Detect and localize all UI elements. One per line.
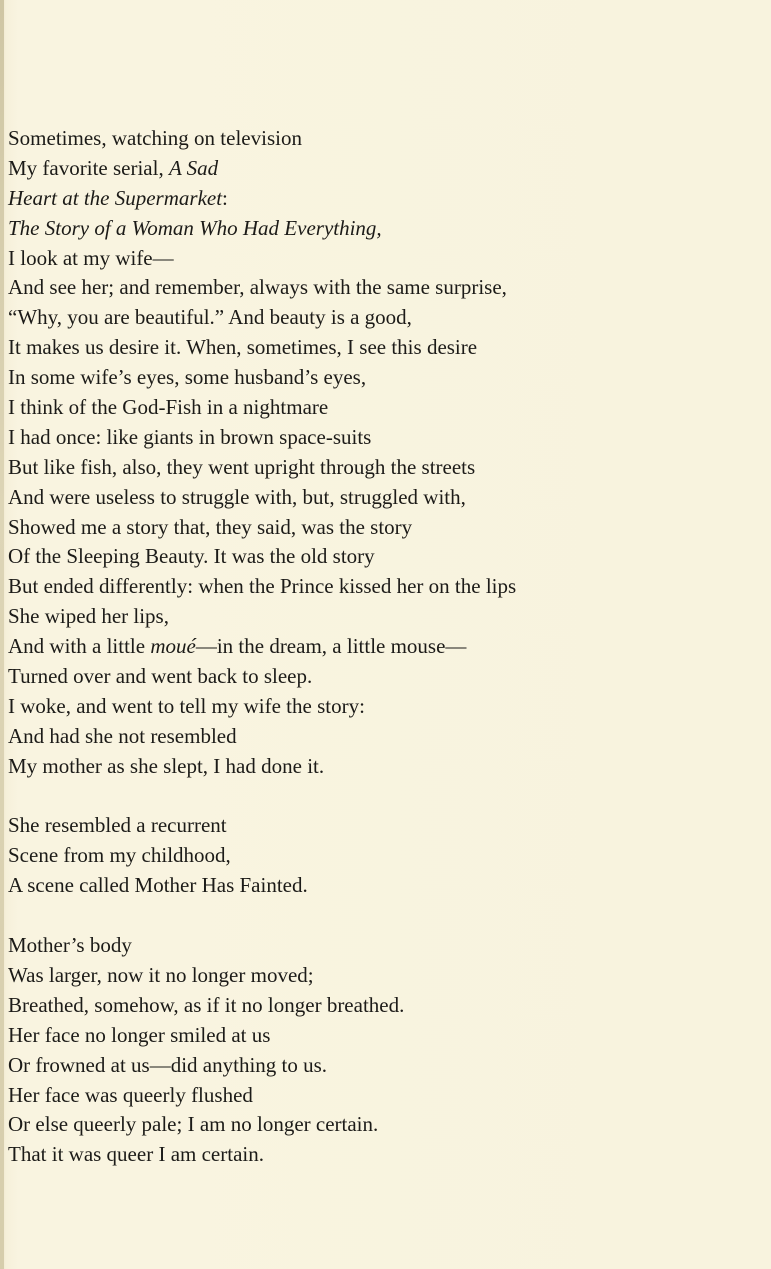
line-text: : — [222, 185, 228, 210]
line-text: She resembled a recurrent — [8, 813, 227, 838]
line-text: She wiped her lips, — [8, 604, 169, 629]
poem-line — [8, 961, 748, 991]
line-text: Or frowned at us—did anything to us. — [8, 1052, 328, 1077]
line-text: Showed me a story that, they said, was the story — [8, 514, 413, 539]
italic-text: Heart at the Supermarket — [8, 185, 223, 210]
line-text: Her face was queerly flushed — [8, 1082, 253, 1107]
poem-line — [8, 363, 748, 393]
poem-line — [8, 244, 748, 274]
line-text: Mother’s body — [8, 933, 132, 958]
stanza-break — [8, 782, 748, 812]
italic-text: The Story of a Woman Who Had Everything, — [8, 215, 382, 240]
poem-line — [8, 1140, 748, 1170]
poem-line — [8, 303, 748, 333]
line-text: Or else queerly pale; I am no longer certain. — [8, 1112, 379, 1137]
line-text: I look at my wife— — [8, 245, 174, 270]
poem-line — [8, 214, 748, 244]
poem-line — [8, 991, 748, 1021]
poem-line — [8, 692, 748, 722]
poem-line — [8, 811, 748, 841]
poem-line — [8, 154, 748, 184]
poem-line — [8, 542, 748, 572]
line-text: I think of the God-Fish in a nightmare — [8, 395, 329, 420]
line-text: My favorite serial, — [8, 155, 169, 180]
line-text: Was larger, now it no longer moved; — [8, 962, 314, 987]
line-text: It makes us desire it. When, sometimes, I see this desire — [8, 335, 478, 360]
poem-line — [8, 1081, 748, 1111]
italic-text: A Sad — [168, 155, 219, 180]
line-text: But ended differently: when the Prince kissed her on the lips — [8, 574, 517, 599]
line-text: Breathed, somehow, as if it no longer breathed. — [8, 992, 405, 1017]
line-text: And had she not resembled — [8, 723, 237, 748]
line-text: I had once: like giants in brown space-suits — [8, 424, 372, 449]
line-text: My mother as she slept, I had done it. — [8, 753, 325, 778]
line-text: —in the dream, a little mouse— — [195, 634, 467, 659]
poem-line — [8, 572, 748, 602]
line-text: And see her; and remember, always with the same surprise, — [8, 275, 507, 300]
line-text: “Why, you are beautiful.” And beauty is a good, — [8, 305, 412, 330]
poem-line — [8, 662, 748, 692]
poem-line — [8, 871, 748, 901]
poem-line — [8, 1021, 748, 1051]
poem-line — [8, 124, 748, 154]
poem-line — [8, 184, 748, 214]
poem-line — [8, 1051, 748, 1081]
line-text: A scene called Mother Has Fainted. — [8, 873, 308, 898]
poem-line — [8, 752, 748, 782]
line-text: Her face no longer smiled at us — [8, 1022, 271, 1047]
line-text: But like fish, also, they went upright through the streets — [8, 454, 476, 479]
line-text: Turned over and went back to sleep. — [8, 664, 313, 689]
poem-line — [8, 393, 748, 423]
poem-line — [8, 632, 748, 662]
italic-text: moué — [150, 634, 196, 659]
line-text: And with a little — [8, 634, 151, 659]
line-text: In some wife’s eyes, some husband’s eyes, — [8, 365, 367, 390]
poem-line — [8, 333, 748, 363]
line-text: That it was queer I am certain. — [8, 1142, 264, 1167]
line-text: Sometimes, watching on television — [8, 126, 302, 150]
poem-line — [8, 1110, 748, 1140]
poem-line — [8, 453, 748, 483]
poem-line — [8, 602, 748, 632]
poem-line — [8, 513, 748, 543]
poem-line — [8, 423, 748, 453]
poem-text — [8, 124, 748, 1170]
line-text: Of the Sleeping Beauty. It was the old story — [8, 544, 375, 569]
poem-line — [8, 931, 748, 961]
poem-line — [8, 483, 748, 513]
line-text: I woke, and went to tell my wife the story: — [8, 693, 365, 718]
poem-line — [8, 841, 748, 871]
line-text: Scene from my childhood, — [8, 843, 231, 868]
line-text: And were useless to struggle with, but, struggled with, — [8, 484, 466, 509]
page-gutter — [0, 0, 4, 1269]
poem-line — [8, 722, 748, 752]
poem-line — [8, 273, 748, 303]
stanza-break — [8, 901, 748, 931]
